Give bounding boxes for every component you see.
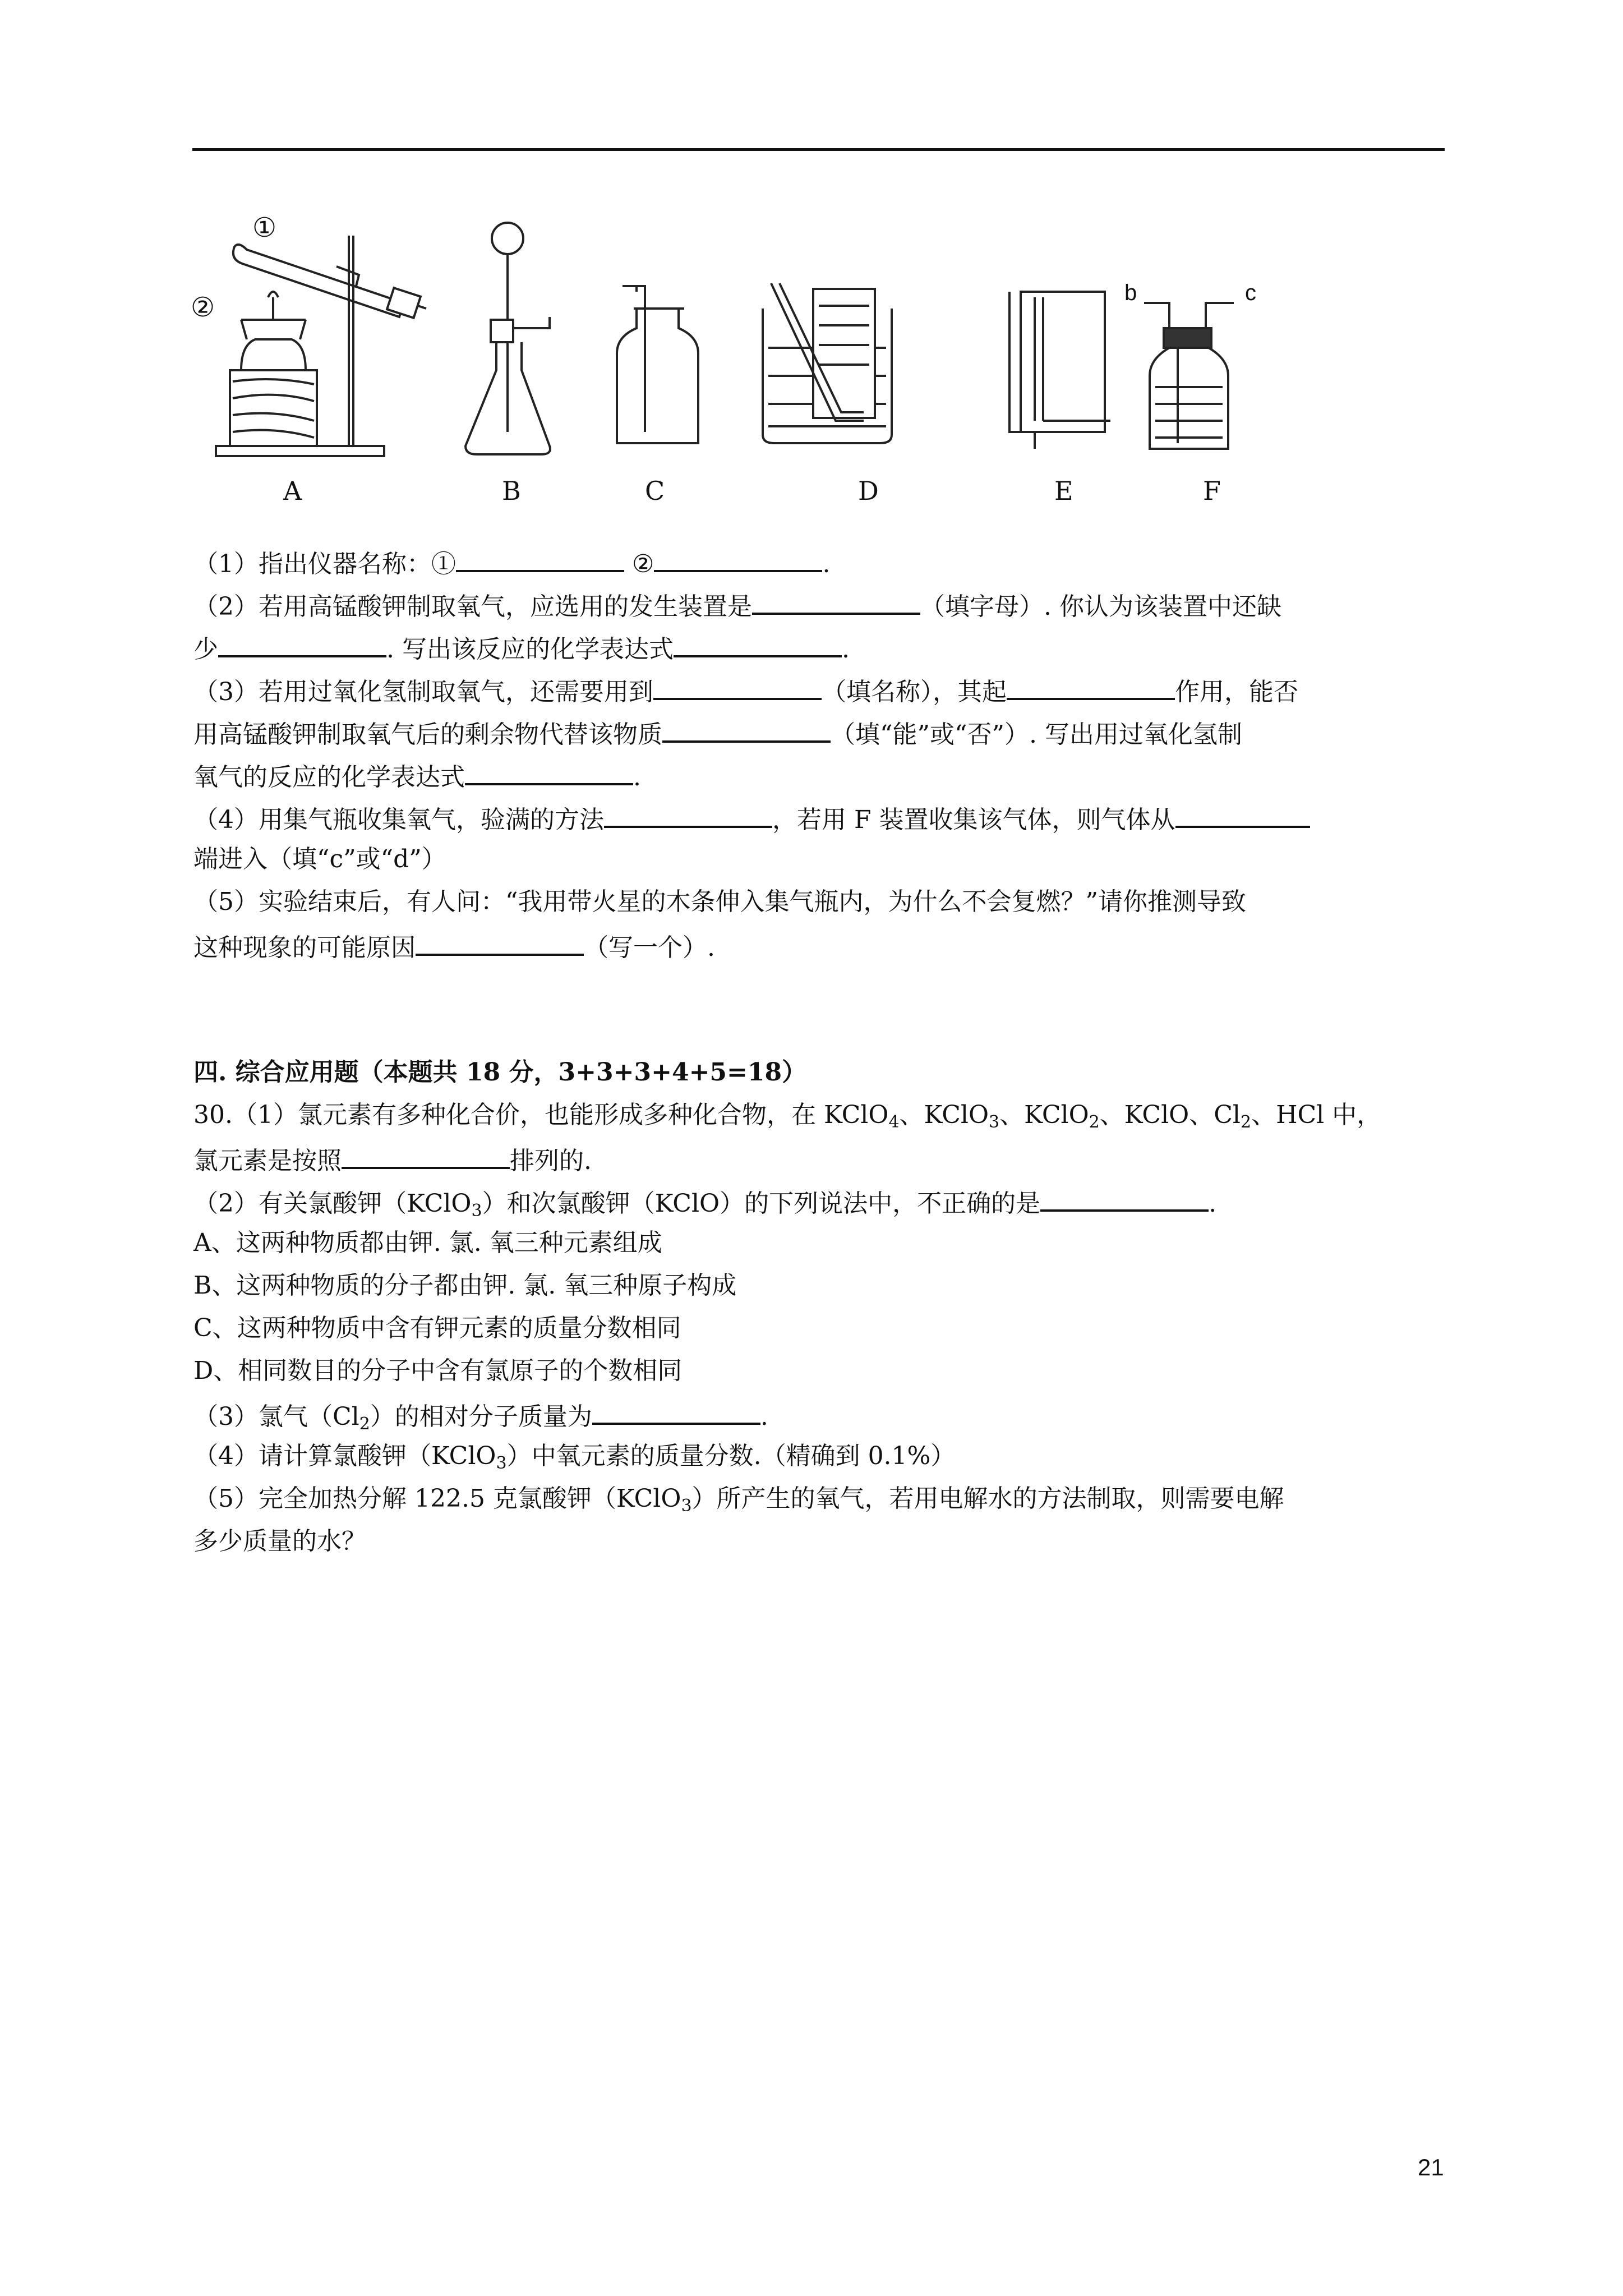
q30-blank-3[interactable]	[592, 1397, 760, 1425]
q30-p4-b: ）中氧元素的质量分数.（精确到 0.1%）	[506, 1442, 956, 1470]
apparatus-c	[617, 286, 698, 443]
q5-text-a: （5）实验结束后，有人问：“我用带火星的木条伸入集气瓶内，为什么不会复燃？”请你推测导致	[193, 887, 1246, 916]
q30-p2-a: （2）有关氯酸钾（KClO	[193, 1189, 472, 1218]
q3-line-3	[193, 757, 1450, 794]
label-b: B	[502, 476, 521, 506]
q2-end: .	[841, 635, 850, 664]
q4-text-b: ，若用 F 装置收集该气体，则气体从	[772, 806, 1175, 834]
apparatus-e	[1009, 292, 1110, 449]
q1-end: .	[822, 550, 831, 578]
apparatus-b	[465, 223, 550, 454]
q30-line-1	[193, 1098, 1450, 1139]
label-c: C	[645, 476, 665, 506]
option-a-text: A、这两种物质都由钾. 氯. 氧三种元素组成	[193, 1228, 662, 1257]
q3-text-f: 氧气的反应的化学表达式	[193, 763, 465, 792]
q30-part3-line	[193, 1397, 1450, 1441]
header-rule	[192, 148, 1445, 151]
q3-line-1	[193, 672, 1450, 709]
q4-blank-2[interactable]	[1175, 800, 1310, 828]
option-d	[193, 1354, 1450, 1388]
q30-p5-a: （5）完全加热分解 122.5 克氯酸钾（KClO	[193, 1484, 681, 1513]
label-port-b: b	[1124, 280, 1137, 305]
q2-blank-2[interactable]	[218, 629, 386, 657]
q2-blank-3[interactable]	[674, 629, 842, 657]
section-4-title-text: 四. 综合应用题（本题共 18 分，3+3+3+4+5=18）	[193, 1058, 807, 1087]
page-number: 21	[1418, 2154, 1444, 2180]
q3-text-e: （填“能”或“否”）. 写出用过氧化氢制	[831, 720, 1242, 749]
q2-text-c: 少	[193, 635, 218, 664]
q30-line-2	[193, 1141, 1450, 1178]
sub-2c: 2	[359, 1414, 370, 1434]
q30-p5-c: 多少质量的水？	[193, 1527, 366, 1556]
q3-end: .	[633, 763, 641, 792]
option-c-text: C、这两种物质中含有钾元素的质量分数相同	[193, 1314, 681, 1342]
q4-text-c: 端进入（填“c”或“d”）	[193, 845, 446, 873]
q3-blank-4[interactable]	[465, 757, 633, 785]
q30-p3-end: .	[760, 1402, 768, 1431]
option-b-text: B、这两种物质的分子都由钾. 氯. 氧三种原子构成	[193, 1271, 737, 1300]
option-a	[193, 1226, 1450, 1260]
sub-3c: 3	[496, 1453, 507, 1473]
label-e: E	[1054, 476, 1073, 506]
q3-blank-1[interactable]	[653, 672, 822, 700]
apparatus-f	[1144, 303, 1234, 449]
q30-p3-b: ）的相对分子质量为	[370, 1402, 592, 1431]
q5-blank-1[interactable]	[416, 928, 584, 956]
sub-3: 3	[989, 1112, 1000, 1132]
q30-hcl: 、HCl 中，	[1251, 1101, 1382, 1129]
q4-line-1	[193, 800, 1450, 837]
q30-text-2b: 排列的.	[510, 1147, 592, 1175]
q3-text-d: 用高锰酸钾制取氧气后的剩余物代替该物质	[193, 720, 662, 749]
q30-p2-end: .	[1209, 1189, 1217, 1218]
apparatus-figure	[191, 208, 1346, 522]
q1-blank-2[interactable]	[654, 544, 822, 572]
option-d-text: D、相同数目的分子中含有氯原子的个数相同	[193, 1356, 683, 1385]
sub-3b: 3	[471, 1201, 482, 1221]
sub-4: 4	[888, 1112, 900, 1132]
q5-text-c: （写一个）.	[584, 933, 715, 962]
q4-blank-1[interactable]	[604, 800, 772, 828]
apparatus-d	[763, 283, 892, 443]
q30-part2-line	[193, 1184, 1450, 1228]
q30-p5-b: ）所产生的氧气，若用电解水的方法制取，则需要电解	[691, 1484, 1284, 1513]
q3-text-c: 作用，能否	[1175, 678, 1298, 706]
q3-blank-3[interactable]	[662, 715, 831, 743]
q30-blank-1[interactable]	[342, 1141, 510, 1169]
q2-line-1	[193, 587, 1450, 624]
option-b	[193, 1269, 1450, 1303]
apparatus-a	[216, 236, 426, 456]
q3-line-2	[193, 715, 1450, 752]
label-circle1: ①	[252, 212, 277, 243]
q30-sep-1: 、KClO	[899, 1101, 989, 1129]
q2-text-d: . 写出该反应的化学表达式	[386, 635, 674, 664]
label-a: A	[283, 476, 302, 506]
q1-text: （1）指出仪器名称：①	[193, 550, 456, 578]
label-f: F	[1203, 476, 1221, 506]
q5-line-1	[193, 885, 1450, 919]
q30-p2-b: ）和次氯酸钾（KClO）的下列说法中，不正确的是	[482, 1189, 1041, 1218]
option-c	[193, 1312, 1450, 1345]
q1-blank-1[interactable]	[456, 544, 624, 572]
label-port-c: c	[1245, 280, 1256, 305]
q30-blank-2[interactable]	[1040, 1184, 1209, 1212]
q3-text-b: （填名称），其起	[822, 678, 1007, 706]
q30-part5-line-1	[193, 1482, 1450, 1523]
q2-text-a: （2）若用高锰酸钾制取氧气，应选用的发生装置是	[193, 592, 752, 621]
q2-blank-1[interactable]	[752, 587, 920, 615]
q3-blank-2[interactable]	[1007, 672, 1175, 700]
label-d: D	[858, 476, 879, 506]
q30-text-1: 30.（1）氯元素有多种化合价，也能形成多种化合物，在 KClO	[193, 1101, 889, 1129]
q30-text-2a: 氯元素是按照	[193, 1147, 342, 1175]
section-4-title	[193, 1056, 1450, 1089]
q30-kclo: 、KClO、Cl	[1099, 1101, 1241, 1129]
q2-text-b: （填字母）. 你认为该装置中还缺	[920, 592, 1281, 621]
q30-part4-line	[193, 1439, 1450, 1480]
q4-text-a: （4）用集气瓶收集氧气，验满的方法	[193, 806, 604, 834]
q1-text-2: ②	[632, 550, 654, 578]
sub-2b: 2	[1240, 1112, 1252, 1132]
q3-text-a: （3）若用过氧化氢制取氧气，还需要用到	[193, 678, 653, 706]
sub-2: 2	[1089, 1112, 1100, 1132]
label-circle2: ②	[191, 292, 215, 323]
q30-sep-2: 、KClO	[999, 1101, 1089, 1129]
q4-line-2	[193, 843, 1450, 876]
q1-line	[193, 544, 1450, 581]
q5-text-b: 这种现象的可能原因	[193, 933, 416, 962]
q30-p3-a: （3）氯气（Cl	[193, 1402, 359, 1431]
q5-line-2	[193, 928, 1450, 965]
q2-line-2	[193, 629, 1450, 666]
q30-p4-a: （4）请计算氯酸钾（KClO	[193, 1442, 496, 1470]
sub-3d: 3	[681, 1496, 692, 1516]
q30-part5-line-2	[193, 1525, 1450, 1558]
